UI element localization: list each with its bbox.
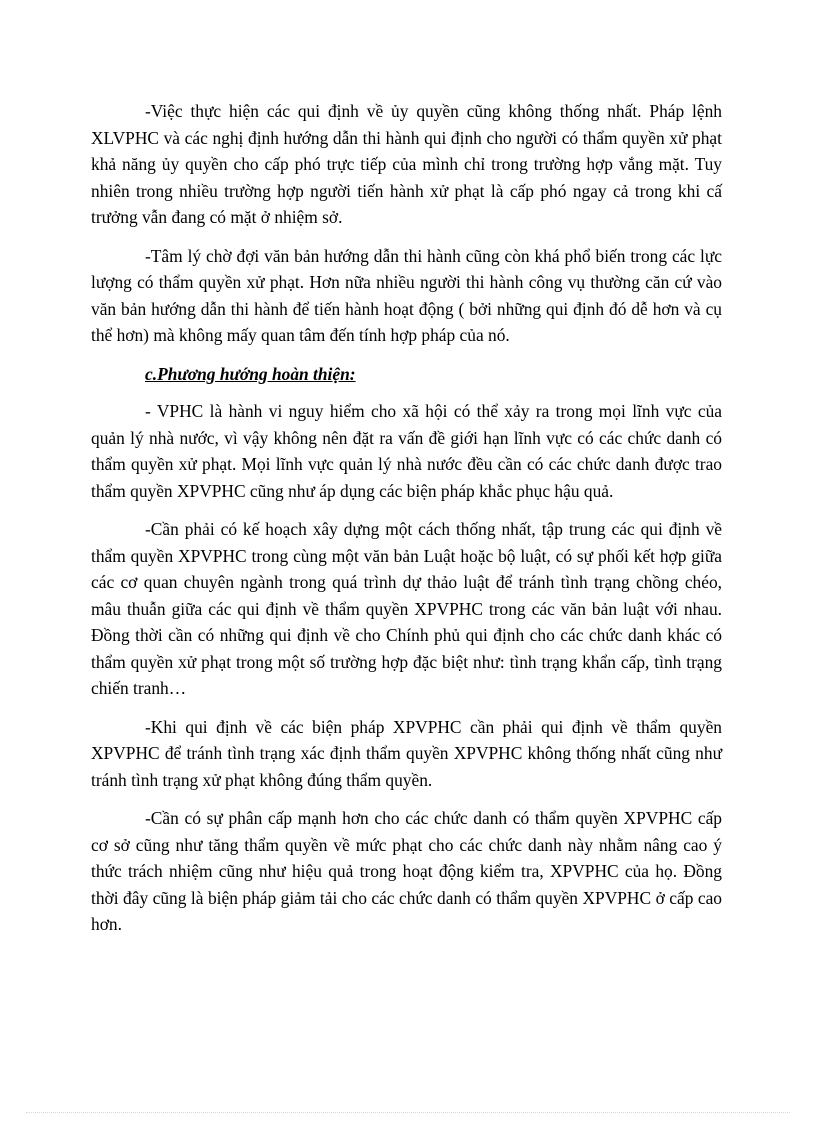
paragraph-decentralization: -Cần có sự phân cấp mạnh hơn cho các chức danh có thẩm quyền XPVPHC cấp cơ sở cũng như tăng thẩm quyền về mức phạt cho các chức danh này nhằm nâng cao ý thức trách nhiệm cũng như hiệu quả trong hoạt động kiểm tra, XPVPHC của họ. Đồng thời đây cũng là biện pháp giảm tải cho các chức danh có thẩm quyền XPVPHC ở cấp cao hơn. [91,808,722,934]
section-heading: c.Phương hướng hoàn thiện: [145,363,356,384]
page-bottom-divider [26,1112,790,1113]
document-body [91,98,722,950]
paragraph-waiting-guidance: -Tâm lý chờ đợi văn bản hướng dẫn thi hành cũng còn khá phổ biến trong các lực lượng có thẩm quyền xử phạt. Hơn nữa nhiều người thi hành công vụ thường căn cứ vào văn bản hướng dẫn thi hành để tiến hành hoạt động ( bởi những qui định đó dễ hơn và cụ thể hơn) mà không mấy quan tâm đến tính hợp pháp của nó. [91,245,722,345]
paragraph-unified-regulation: -Cần phải có kế hoạch xây dựng một cách thống nhất, tập trung các qui định về thẩm quyền XPVPHC trong cùng một văn bản Luật hoặc bộ luật, có sự phối kết hợp giữa các cơ quan chuyên ngành trong quá trình dự thảo luật để tránh tình trạng chồng chéo, mâu thuẫn giữa các qui định về thẩm quyền XPVPHC trong các văn bản luật với nhau. Đồng thời cần có những qui định về cho Chính phủ qui định cho các chức danh khác có thẩm quyền xử phạt trong một số trường hợp đặc biệt như: tình trạng khẩn cấp, tình trạng chiến tranh… [91,519,722,698]
paragraph-delegation: -Việc thực hiện các qui định về ủy quyền cũng không thống nhất. Pháp lệnh XLVPHC và các nghị định hướng dẫn thi hành qui định cho người có thẩm quyền xử phạt khả năng ủy quyền cho cấp phó trực tiếp của mình chỉ trong trường hợp vắng mặt. Tuy nhiên trong nhiều trường hợp người tiến hành xử phạt là cấp phó ngay cả trong khi cấ trưởng vẫn đang có mặt ở nhiệm sở. [91,101,722,227]
paragraph-vphc-scope: - VPHC là hành vi nguy hiểm cho xã hội có thể xảy ra trong mọi lĩnh vực của quản lý nhà nước, vì vậy không nên đặt ra vấn đề giới hạn lĩnh vực có các chức danh có thẩm quyền xử phạt. Mọi lĩnh vực quản lý nhà nước đều cần có các chức danh được trao thẩm quyền XPVPHC cũng như áp dụng các biện pháp khắc phục hậu quả. [91,401,722,501]
paragraph-authority-definition: -Khi qui định về các biện pháp XPVPHC cần phải qui định về thẩm quyền XPVPHC để tránh tình trạng xác định thẩm quyền XPVPHC không thống nhất cũng như tránh tình trạng xử phạt không đúng thẩm quyền. [91,716,722,790]
